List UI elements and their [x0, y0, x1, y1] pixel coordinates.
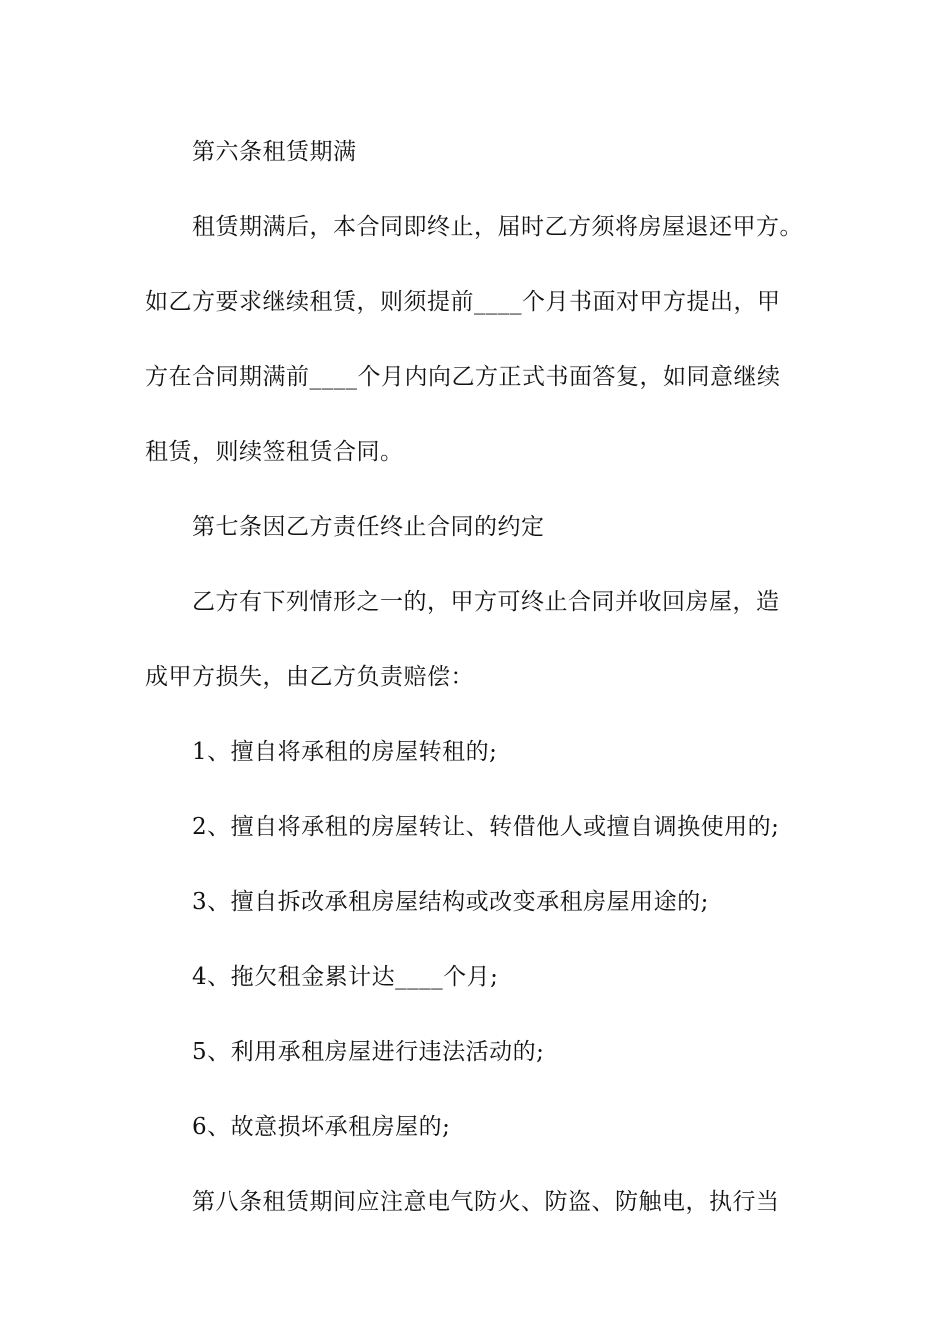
paragraph-line: 成甲方损失，由乙方负责赔偿： [145, 664, 474, 690]
article-7-heading: 第七条因乙方责任终止合同的约定 [192, 514, 545, 540]
list-item: 3、擅自拆改承租房屋结构或改变承租房屋用途的; [192, 889, 709, 915]
article-8-line: 第八条租赁期间应注意电气防火、防盗、防触电，执行当 [192, 1189, 780, 1215]
paragraph-line: 租赁期满后，本合同即终止，届时乙方须将房屋退还甲方。 [192, 214, 803, 240]
paragraph-line: 租赁，则续签租赁合同。 [145, 439, 404, 465]
article-6-heading: 第六条租赁期满 [192, 139, 357, 165]
list-item: 4、拖欠租金累计达____个月; [192, 964, 499, 990]
paragraph-line: 如乙方要求继续租赁，则须提前____个月书面对甲方提出，甲 [145, 289, 781, 315]
list-item: 2、擅自将承租的房屋转让、转借他人或擅自调换使用的; [192, 814, 780, 840]
list-item: 1、擅自将承租的房屋转租的; [192, 739, 498, 765]
paragraph-line: 乙方有下列情形之一的，甲方可终止合同并收回房屋，造 [192, 589, 780, 615]
paragraph-line: 方在合同期满前____个月内向乙方正式书面答复，如同意继续 [145, 364, 781, 390]
list-item: 5、利用承租房屋进行违法活动的; [192, 1039, 545, 1065]
list-item: 6、故意损坏承租房屋的; [192, 1114, 451, 1140]
